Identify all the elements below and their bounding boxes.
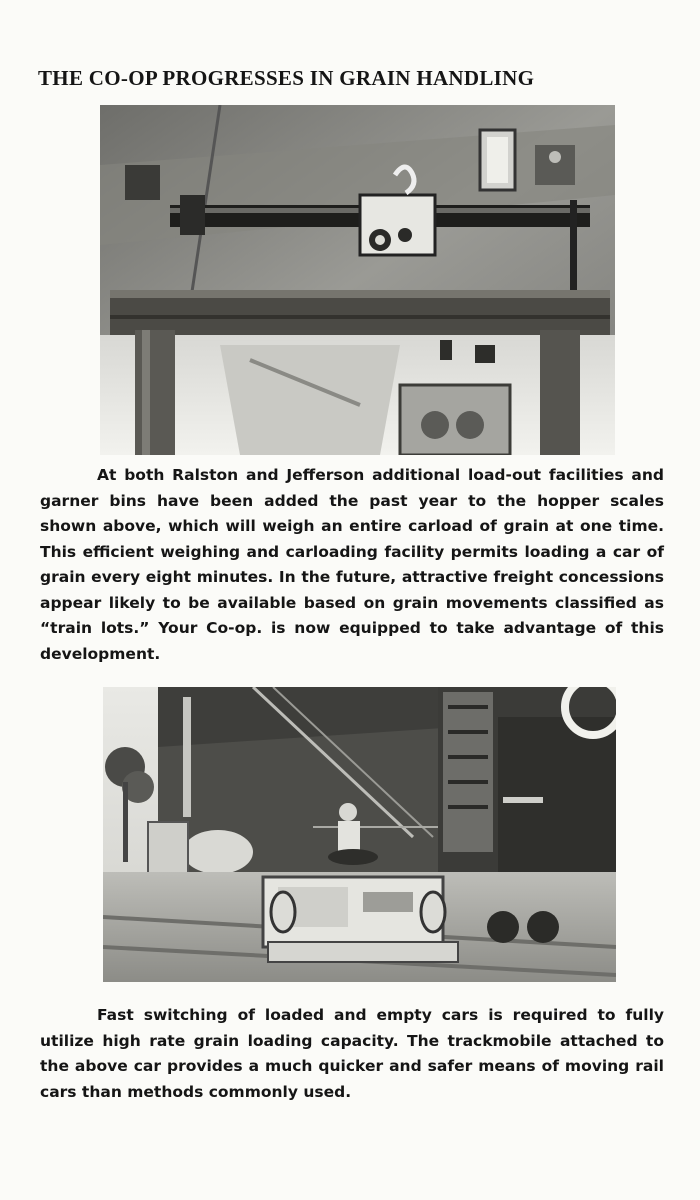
- page-title: THE CO-OP PROGRESSES IN GRAIN HANDLING: [38, 66, 535, 90]
- hopper-scale-photo: [100, 105, 615, 455]
- trackmobile-photo: [103, 687, 616, 982]
- hopper-scale-caption: At both Ralston and Jefferson additional load-out facilities and garner bins have been added the past year to the hopper scales shown above, which will weigh an entire carload of grain at one time. This efficient weighing and carloading facility permits loading a car of grain every eight minutes. In the future, attractive freight concessions appear likely to be available based on grain movements classified as “train lots.” Your Co-op. is now equipped to take advantage of this development.: [40, 466, 664, 663]
- trackmobile-caption: Fast switching of loaded and empty cars is required to fully utilize high rate grain loading capacity. The trackmobile attached to the above car provides a much quicker and safer means of moving rail cars than methods commonly used.: [40, 1006, 664, 1101]
- hopper-scale-illustration: [100, 105, 615, 455]
- trackmobile-illustration: [103, 687, 616, 982]
